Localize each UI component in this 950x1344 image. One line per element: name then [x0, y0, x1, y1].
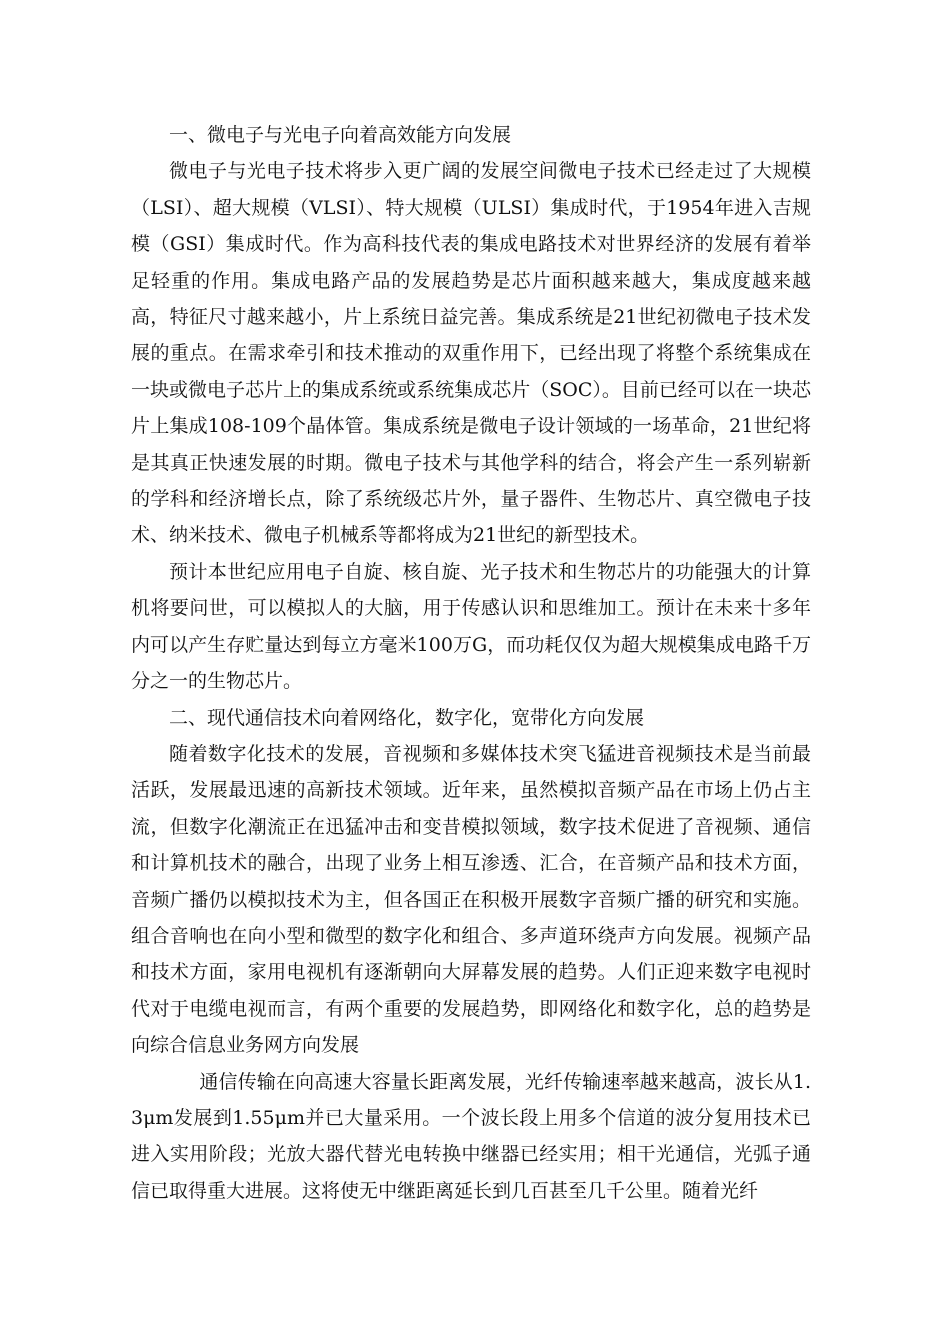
- section-heading-1: 一、微电子与光电子向着高效能方向发展: [169, 124, 512, 146]
- paragraph-microelectronics: 微电子与光电子技术将步入更广阔的发展空间微电子技术已经走过了大规模（LSI）、超大规模（VLSI）、特大规模（ULSI）集成时代，于1954年进入吉规模（GSI）集成时代。作为高科技代表的集成电路技术对世界经济的发展有着举足轻重的作用。集成电路产品的发展趋势是芯片面积越来越大，集成度越来越高，特征尺寸越来越小，片上系统日益完善。集成系统是21世纪初微电子技术发展的重点。在需求牵引和技术推动的双重作用下，已经出现了将整个系统集成在一块或微电子芯片上的集成系统或系统集成芯片（SOC）。目前已经可以在一块芯片上集成108-109个晶体管。集成系统是微电子设计领域的一场革命，21世纪将是其真正快速发展的时期。微电子技术与其他学科的结合，将会产生一系列崭新的学科和经济增长点，除了系统级芯片外，量子器件、生物芯片、真空微电子技术、纳米技术、微电子机械系等都将成为21世纪的新型技术。: [131, 160, 811, 547]
- paragraph-optical-transmission: 通信传输在向高速大容量长距离发展，光纤传输速率越来越高，波长从1.3μm发展到1.55μm并已大量采用。一个波长段上用多个信道的波分复用技术已进入实用阶段；光放大器代替光电转换中继器已经实用；相干光通信，光弧子通信已取得重大进展。这将使无中继距离延长到几百甚至几千公里。随着光纤: [131, 1070, 811, 1202]
- paragraph-biochip: 预计本世纪应用电子自旋、核自旋、光子技术和生物芯片的功能强大的计算机将要问世，可以模拟人的大脑，用于传感认识和思维加工。预计在未来十多年内可以产生存贮量达到每立方毫米100万G，而功耗仅仅为超大规模集成电路千万分之一的生物芯片。: [131, 560, 811, 693]
- paragraph-digital-av: 随着数字化技术的发展，音视频和多媒体技术突飞猛进音视频技术是当前最活跃，发展最迅速的高新技术领域。近年来，虽然模拟音频产品在市场上仍占主流，但数字化潮流正在迅猛冲击和变昔模拟领域，数字技术促进了音视频、通信和计算机技术的融合，出现了业务上相互渗透、汇合，在音频产品和技术方面，音频广播仍以模拟技术为主，但各国正在积极开展数字音频广播的研究和实施。组合音响也在向小型和微型的数字化和组合、多声道环绕声方向发展。视频产品和技术方面，家用电视机有逐渐朝向大屏幕发展的趋势。人们正迎来数字电视时代对于电缆电视而言，有两个重要的发展趋势，即网络化和数字化，总的趋势是向综合信息业务网方向发展: [131, 742, 811, 1057]
- section-heading-2: 二、现代通信技术向着网络化，数字化，宽带化方向发展: [169, 706, 645, 729]
- document-body: [131, 117, 811, 1209]
